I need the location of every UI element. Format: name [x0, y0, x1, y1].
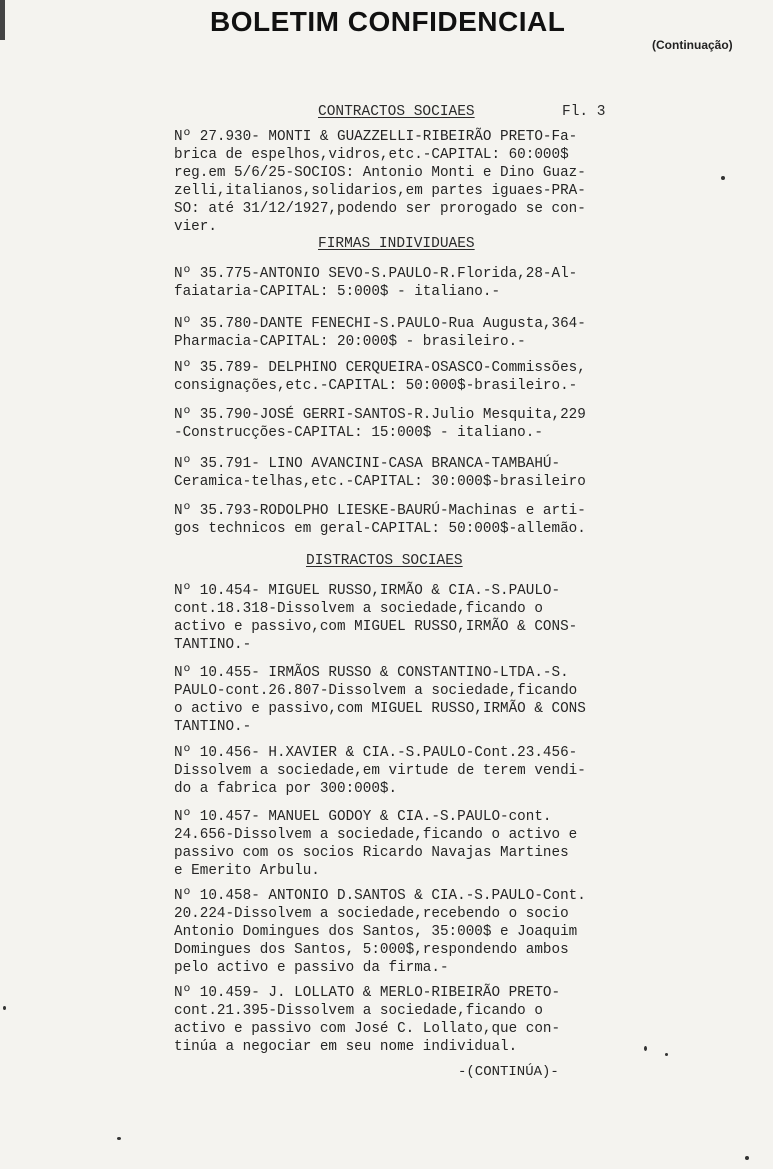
entry-line: pelo activo e passivo da firma.- — [174, 960, 449, 976]
scan-speck — [644, 1046, 647, 1051]
entry-line: passivo com os socios Ricardo Navajas Martines — [174, 845, 569, 861]
entry-line: 20.224-Dissolvem a sociedade,recebendo o socio — [174, 906, 569, 922]
section-heading-firmas: FIRMAS INDIVIDUAES — [318, 236, 475, 252]
scan-speck — [3, 1006, 6, 1010]
bulletin-title: BOLETIM CONFIDENCIAL — [210, 6, 566, 37]
entry-line: Nº 35.791- LINO AVANCINI-CASA BRANCA-TAMBAHÚ- — [174, 456, 561, 472]
entry-line: activo e passivo,com MIGUEL RUSSO,IRMÃO & CONS- — [174, 619, 578, 635]
entry-line: 24.656-Dissolvem a sociedade,ficando o activo e — [174, 827, 578, 843]
entry-distracto-10456 — [174, 744, 644, 798]
entry-line: Nº 10.459- J. LOLLATO & MERLO-RIBEIRÃO PRETO- — [174, 985, 561, 1001]
entry-firma-35790 — [174, 406, 644, 442]
entry-contracto-27930 — [174, 128, 644, 236]
page-reference: Fl. 3 — [562, 104, 606, 120]
entry-line: cont.18.318-Dissolvem a sociedade,ficando o — [174, 601, 543, 617]
entry-line: Nº 27.930- MONTI & GUAZZELLI-RIBEIRÃO PRETO-Fa- — [174, 129, 578, 145]
section-heading-contractos: CONTRACTOS SOCIAES — [318, 104, 475, 120]
entry-line: zelli,italianos,solidarios,em partes iguaes-PRA- — [174, 183, 586, 199]
entry-line: Nº 35.775-ANTONIO SEVO-S.PAULO-R.Florida,28-Al- — [174, 266, 578, 282]
continua-footer: -(CONTINÚA)- — [458, 1064, 559, 1080]
entry-line: Nº 35.789- DELPHINO CERQUEIRA-OSASCO-Commissões, — [174, 360, 586, 376]
scan-speck — [665, 1053, 668, 1056]
entry-distracto-10459 — [174, 984, 644, 1056]
entry-line: gos technicos em geral-CAPITAL: 50:000$-allemão. — [174, 521, 586, 537]
entry-line: o activo e passivo,com MIGUEL RUSSO,IRMÃO & CONS — [174, 701, 586, 717]
entry-line: PAULO-cont.26.807-Dissolvem a sociedade,ficando — [174, 683, 578, 699]
entry-line: Nº 35.790-JOSÉ GERRI-SANTOS-R.Julio Mesquita,229 — [174, 407, 586, 423]
entry-line: cont.21.395-Dissolvem a sociedade,ficando o — [174, 1003, 543, 1019]
entry-line: faiataria-CAPITAL: 5:000$ - italiano.- — [174, 284, 501, 300]
entry-line: activo e passivo com José C. Lollato,que con- — [174, 1021, 561, 1037]
entry-line: do a fabrica por 300:000$. — [174, 781, 398, 797]
entry-firma-35775 — [174, 265, 644, 301]
scan-speck — [721, 176, 725, 180]
entry-line: consignações,etc.-CAPITAL: 50:000$-brasileiro.- — [174, 378, 578, 394]
entry-line: reg.em 5/6/25-SOCIOS: Antonio Monti e Dino Guaz- — [174, 165, 586, 181]
entry-line: Nº 10.454- MIGUEL RUSSO,IRMÃO & CIA.-S.PAULO- — [174, 583, 561, 599]
entry-line: Nº 10.458- ANTONIO D.SANTOS & CIA.-S.PAULO-Cont. — [174, 888, 586, 904]
page-edge-mark — [0, 0, 5, 40]
entry-distracto-10455 — [174, 664, 644, 736]
scan-speck — [117, 1137, 121, 1140]
entry-line: TANTINO.- — [174, 637, 252, 653]
entry-line: Ceramica-telhas,etc.-CAPITAL: 30:000$-brasileiro — [174, 474, 586, 490]
entry-firma-35780 — [174, 315, 644, 351]
entry-distracto-10454 — [174, 582, 644, 654]
entry-line: TANTINO.- — [174, 719, 252, 735]
section-heading-distractos: DISTRACTOS SOCIAES — [306, 553, 463, 569]
entry-line: Dissolvem a sociedade,em virtude de terem vendi- — [174, 763, 586, 779]
entry-line: Nº 35.780-DANTE FENECHI-S.PAULO-Rua Augusta,364- — [174, 316, 586, 332]
entry-line: e Emerito Arbulu. — [174, 863, 320, 879]
entry-line: Nº 35.793-RODOLPHO LIESKE-BAURÚ-Machinas e arti- — [174, 503, 586, 519]
entry-firma-35793 — [174, 502, 644, 538]
entry-line: Nº 10.456- H.XAVIER & CIA.-S.PAULO-Cont.23.456- — [174, 745, 578, 761]
entry-line: tinúa a negociar em seu nome individual. — [174, 1039, 518, 1055]
entry-distracto-10457 — [174, 808, 644, 880]
scan-speck — [745, 1156, 749, 1160]
entry-line: Nº 10.455- IRMÃOS RUSSO & CONSTANTINO-LTDA.-S. — [174, 665, 569, 681]
entry-line: Nº 10.457- MANUEL GODOY & CIA.-S.PAULO-cont. — [174, 809, 552, 825]
entry-line: brica de espelhos,vidros,etc.-CAPITAL: 60:000$ — [174, 147, 569, 163]
entry-line: -Construcções-CAPITAL: 15:000$ - italiano.- — [174, 425, 543, 441]
entry-firma-35789 — [174, 359, 644, 395]
entry-line: SO: até 31/12/1927,podendo ser prorogado se con- — [174, 201, 586, 217]
entry-line: vier. — [174, 219, 217, 235]
entry-firma-35791 — [174, 455, 644, 491]
entry-line: Pharmacia-CAPITAL: 20:000$ - brasileiro.- — [174, 334, 526, 350]
entry-line: Antonio Domingues dos Santos, 35:000$ e Joaquim — [174, 924, 578, 940]
entry-distracto-10458 — [174, 887, 644, 977]
entry-line: Domingues dos Santos, 5:000$,respondendo ambos — [174, 942, 569, 958]
continuation-label: (Continuação) — [652, 38, 733, 52]
